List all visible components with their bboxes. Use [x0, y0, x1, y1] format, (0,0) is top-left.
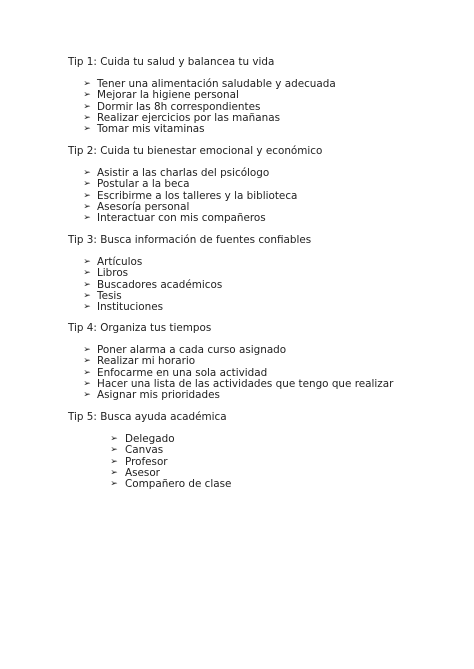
- arrowhead-bullet-icon: ➢: [110, 479, 118, 490]
- arrowhead-bullet-icon: ➢: [110, 456, 118, 467]
- arrowhead-bullet-icon: ➢: [83, 345, 91, 355]
- arrowhead-bullet-icon: ➢: [83, 112, 91, 123]
- list-item-text: Realizar ejercicios por las mañanas: [97, 111, 280, 124]
- arrowhead-bullet-icon: ➢: [83, 268, 91, 279]
- arrowhead-bullet-icon: ➢: [83, 279, 91, 290]
- arrowhead-bullet-icon: ➢: [83, 179, 91, 190]
- arrowhead-bullet-icon: ➢: [83, 302, 91, 313]
- list-item-text: Asistir a las charlas del psicólogo: [97, 167, 270, 179]
- section-heading: Tip 5: Busca ayuda académica: [68, 411, 227, 423]
- list-item-text: Tomar mis vitaminas: [97, 123, 205, 136]
- section-heading: Tip 1: Cuida tu salud y balancea tu vida: [68, 56, 275, 68]
- arrowhead-bullet-icon: ➢: [110, 445, 118, 456]
- list-item-text: Asesoría personal: [97, 200, 190, 213]
- list-item-text: Dormir las 8h correspondientes: [97, 100, 261, 113]
- list-item-text: Poner alarma a cada curso asignado: [97, 344, 287, 356]
- list-item-text: Realizar mi horario: [97, 355, 196, 368]
- arrowhead-bullet-icon: ➢: [110, 467, 118, 478]
- list-item-text: Artículos: [97, 256, 143, 268]
- list-item-text: Libros: [97, 267, 129, 280]
- arrowhead-bullet-icon: ➢: [83, 367, 91, 378]
- arrowhead-bullet-icon: ➢: [83, 257, 91, 267]
- arrowhead-bullet-icon: ➢: [83, 79, 91, 89]
- arrowhead-bullet-icon: ➢: [83, 124, 91, 135]
- list-item-text: Profesor: [125, 455, 168, 468]
- list-item-text: Mejorar la higiene personal: [97, 89, 239, 102]
- list-item-text: Canvas: [125, 444, 164, 457]
- arrowhead-bullet-icon: ➢: [83, 378, 91, 389]
- arrowhead-bullet-icon: ➢: [83, 190, 91, 201]
- arrowhead-bullet-icon: ➢: [83, 101, 91, 112]
- arrowhead-bullet-icon: ➢: [110, 434, 118, 444]
- arrowhead-bullet-icon: ➢: [83, 213, 91, 224]
- list-item-text: Asignar mis prioridades: [97, 389, 220, 402]
- arrowhead-bullet-icon: ➢: [83, 201, 91, 212]
- arrowhead-bullet-icon: ➢: [83, 90, 91, 101]
- arrowhead-bullet-icon: ➢: [83, 390, 91, 401]
- list-item-text: Asesor: [125, 466, 160, 479]
- section-heading: Tip 4: Organiza tus tiempos: [68, 322, 212, 334]
- arrowhead-bullet-icon: ➢: [83, 168, 91, 178]
- section-heading: Tip 3: Busca información de fuentes confiables: [68, 234, 312, 246]
- list-item-text: Enfocarme en una sola actividad: [97, 366, 268, 379]
- arrowhead-bullet-icon: ➢: [83, 290, 91, 301]
- list-item-text: Tesis: [97, 289, 122, 302]
- list-item-text: Compañero de clase: [125, 478, 232, 491]
- arrowhead-bullet-icon: ➢: [83, 356, 91, 367]
- list-item-text: Escribirme a los talleres y la biblioteca: [97, 189, 298, 202]
- list-item-text: Tener una alimentación saludable y adecuada: [97, 78, 336, 90]
- list-item-text: Postular a la beca: [97, 178, 190, 191]
- list-item-text: Interactuar con mis compañeros: [97, 212, 266, 225]
- section-heading: Tip 2: Cuida tu bienestar emocional y económico: [68, 145, 323, 157]
- list-item-text: Hacer una lista de las actividades que tengo que realizar: [97, 377, 394, 390]
- list-item-text: Delegado: [125, 433, 175, 445]
- list-item-text: Instituciones: [97, 301, 164, 314]
- list-item-text: Buscadores académicos: [97, 278, 223, 291]
